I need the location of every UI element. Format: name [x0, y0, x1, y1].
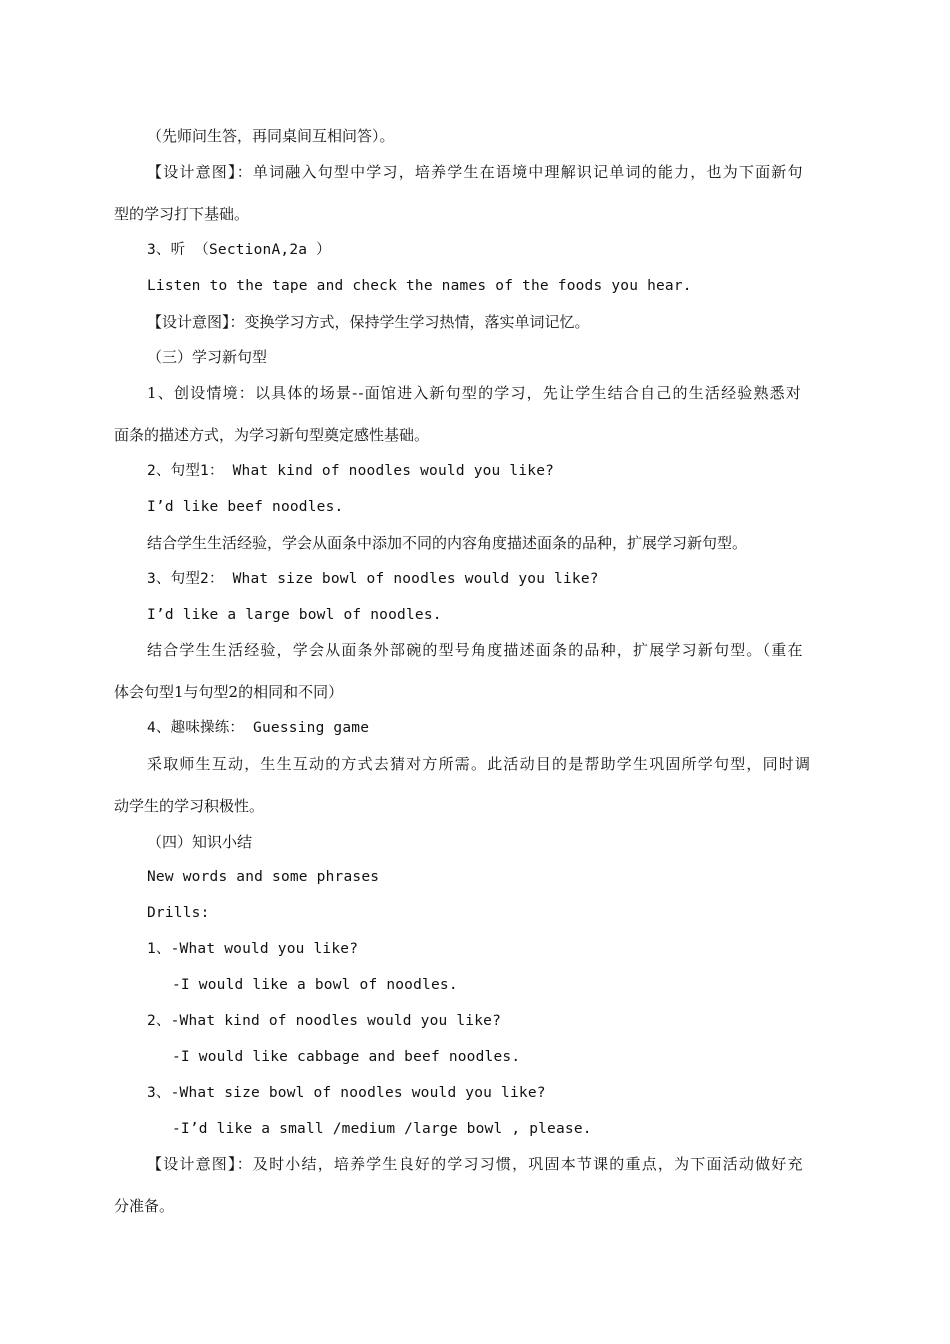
text-line-interaction: 采取师生互动，生生互动的方式去猜对方所需。此活动目的是帮助学生巩固所学句型，同时调	[147, 755, 812, 773]
text-line-scenario: 1、创设情境：以具体的场景--面馆进入新句型的学习，先让学生结合自己的生活经验熟悉对	[147, 384, 803, 402]
text-line-design-intent-1-cont: 型的学习打下基础。	[114, 205, 250, 223]
section-heading-summary: （四）知识小结	[147, 833, 253, 851]
text-line-drill-3-answer: -I’d like a small /medium /large bowl , please.	[172, 1121, 592, 1137]
text-line-design-intent-3: 【设计意图】：及时小结，培养学生良好的学习习惯，巩固本节课的重点，为下面活动做好充	[147, 1155, 804, 1173]
text-line-pattern-2-note: 结合学生生活经验，学会从面条外部碗的型号角度描述面条的品种，扩展学习新句型。（重在	[147, 641, 804, 659]
text-line-pattern-2-note-cont: 体会句型1与句型2的相同和不同）	[114, 683, 344, 701]
text-line-scenario-cont: 面条的描述方式，为学习新句型奠定感性基础。	[114, 426, 430, 444]
text-line-drills: Drills:	[147, 905, 210, 921]
text-line-drill-1-question: 1、-What would you like?	[147, 941, 359, 957]
text-line-pattern-1-answer: I’d like beef noodles.	[147, 499, 344, 515]
text-line-new-words: New words and some phrases	[147, 869, 380, 885]
text-line-pattern-1: 2、句型1： What kind of noodles would you like?	[147, 463, 555, 479]
text-line-drill-2-answer: -I would like cabbage and beef noodles.	[172, 1049, 521, 1065]
text-line-design-intent-2: 【设计意图】：变换学习方式，保持学生学习热情，落实单词记忆。	[147, 313, 590, 331]
text-line-pattern-2-answer: I’d like a large bowl of noodles.	[147, 607, 442, 623]
text-line-drill-1-answer: -I would like a bowl of noodles.	[172, 977, 458, 993]
section-heading-new-sentences: （三）学习新句型	[147, 348, 268, 366]
text-line-interaction-cont: 动学生的学习积极性。	[114, 797, 265, 815]
text-line-guessing-game: 4、趣味操练： Guessing game	[147, 720, 370, 736]
text-line-design-intent-3-cont: 分准备。	[114, 1197, 175, 1215]
text-line-design-intent-1: 【设计意图】：单词融入句型中学习，培养学生在语境中理解识记单词的能力，也为下面新句	[147, 163, 804, 181]
text-line-listen-instruction: Listen to the tape and check the names of the foods you hear.	[147, 278, 692, 294]
text-line-pattern-2: 3、句型2： What size bowl of noodles would you like?	[147, 571, 599, 587]
text-line-drill-3-question: 3、-What size bowl of noodles would you like?	[147, 1085, 546, 1101]
text-line-drill-2-question: 2、-What kind of noodles would you like?	[147, 1013, 502, 1029]
text-line-activity-note: （先师问生答，再同桌间互相问答）。	[147, 127, 395, 145]
text-line-listen-heading: 3、听 （SectionA,2a ）	[147, 242, 331, 258]
text-line-pattern-1-note: 结合学生生活经验，学会从面条中添加不同的内容角度描述面条的品种，扩展学习新句型。	[147, 534, 748, 552]
